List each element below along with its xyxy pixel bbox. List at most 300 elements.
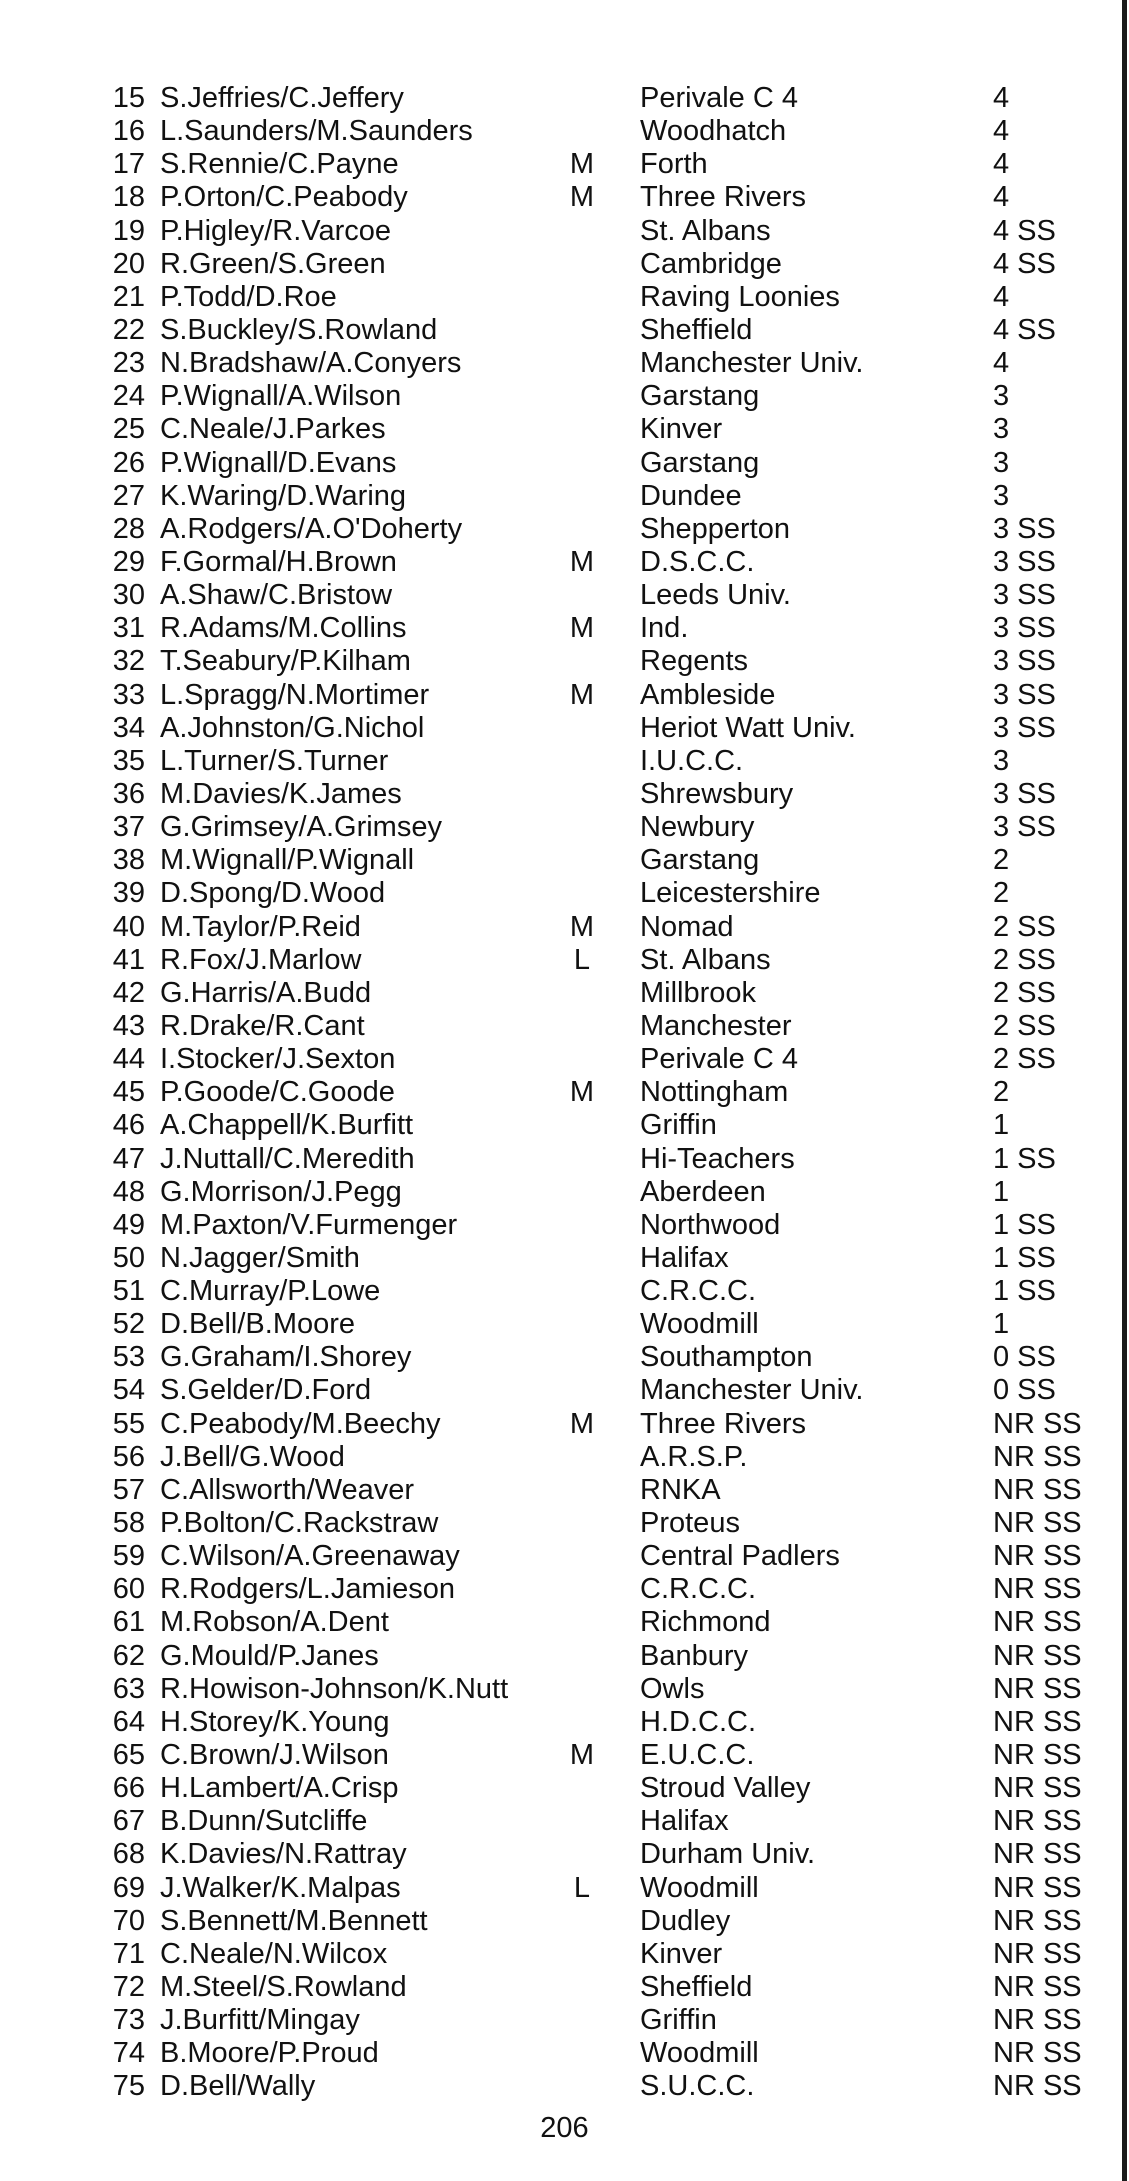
- position-number: 73: [112, 2004, 145, 2037]
- crew-names: N.Jagger/Smith: [160, 1241, 360, 1274]
- result-row: [0, 712, 1110, 745]
- position-number: 47: [112, 1142, 145, 1175]
- score: 2 SS: [993, 1009, 1056, 1042]
- club-name: Griffin: [640, 2004, 717, 2037]
- club-name: Manchester Univ.: [640, 1374, 864, 1407]
- position-number: 32: [112, 645, 145, 678]
- club-name: Three Rivers: [640, 181, 806, 214]
- crew-names: P.Goode/C.Goode: [160, 1076, 395, 1109]
- score: NR SS: [993, 1540, 1082, 1573]
- result-row: [0, 579, 1110, 612]
- club-name: Woodmill: [640, 1871, 759, 1904]
- position-number: 23: [112, 347, 145, 380]
- crew-names: M.Davies/K.James: [160, 777, 402, 810]
- crew-names: D.Bell/B.Moore: [160, 1308, 356, 1341]
- position-number: 27: [112, 479, 145, 512]
- score: 4: [993, 181, 1010, 214]
- crew-names: A.Johnston/G.Nichol: [160, 711, 425, 744]
- crew-names: G.Grimsey/A.Grimsey: [160, 811, 442, 844]
- crew-names: C.Neale/N.Wilcox: [160, 1937, 388, 1970]
- crew-names: R.Fox/J.Marlow: [160, 943, 362, 976]
- result-row: [0, 148, 1110, 181]
- club-name: Manchester: [640, 1009, 792, 1042]
- position-number: 37: [112, 811, 145, 844]
- club-name: Perivale C 4: [640, 82, 798, 114]
- crew-names: J.Bell/G.Wood: [160, 1440, 345, 1473]
- score: 4: [993, 115, 1010, 148]
- club-name: D.S.C.C.: [640, 545, 755, 578]
- score: NR SS: [993, 1705, 1082, 1738]
- club-name: C.R.C.C.: [640, 1275, 756, 1308]
- position-number: 43: [112, 1009, 145, 1042]
- club-name: Dudley: [640, 1904, 731, 1937]
- crew-names: C.Allsworth/Weaver: [160, 1473, 415, 1506]
- club-name: Kinver: [640, 413, 723, 446]
- page-edge-rule: [1122, 0, 1127, 2181]
- club-name: Cambridge: [640, 247, 782, 280]
- score: NR SS: [993, 1573, 1082, 1606]
- position-number: 65: [112, 1739, 145, 1772]
- crew-names: I.Stocker/J.Sexton: [160, 1043, 396, 1076]
- score: 4 SS: [993, 313, 1056, 346]
- position-number: 52: [112, 1308, 145, 1341]
- position-number: 16: [112, 115, 145, 148]
- score: 4 SS: [993, 214, 1056, 247]
- result-row: [0, 1043, 1110, 1076]
- score: NR SS: [993, 1507, 1082, 1540]
- position-number: 15: [112, 82, 145, 114]
- result-row: [0, 1971, 1110, 2004]
- position-number: 41: [112, 943, 145, 976]
- result-row: [0, 1176, 1110, 1209]
- crew-names: G.Morrison/J.Pegg: [160, 1175, 402, 1208]
- crew-names: M.Paxton/V.Furmenger: [160, 1208, 458, 1241]
- club-name: Nottingham: [640, 1076, 789, 1109]
- position-number: 57: [112, 1473, 145, 1506]
- position-number: 74: [112, 2037, 145, 2070]
- crew-names: G.Harris/A.Budd: [160, 976, 372, 1009]
- position-number: 25: [112, 413, 145, 446]
- position-number: 72: [112, 1971, 145, 2004]
- result-row: [0, 844, 1110, 877]
- result-row: [0, 1474, 1110, 1507]
- class-marker: M: [569, 1739, 595, 1772]
- score: 1 SS: [993, 1275, 1056, 1308]
- position-number: 38: [112, 844, 145, 877]
- result-row: [0, 911, 1110, 944]
- club-name: Garstang: [640, 380, 760, 413]
- position-number: 60: [112, 1573, 145, 1606]
- class-marker: M: [569, 1407, 595, 1440]
- score: NR SS: [993, 1838, 1082, 1871]
- position-number: 17: [112, 148, 145, 181]
- result-row: [0, 1408, 1110, 1441]
- result-row: [0, 1673, 1110, 1706]
- score: 3 SS: [993, 579, 1056, 612]
- score: NR SS: [993, 1772, 1082, 1805]
- club-name: RNKA: [640, 1473, 721, 1506]
- crew-names: M.Taylor/P.Reid: [160, 910, 361, 943]
- score: 3 SS: [993, 711, 1056, 744]
- class-marker: M: [569, 910, 595, 943]
- position-number: 63: [112, 1672, 145, 1705]
- club-name: St. Albans: [640, 943, 771, 976]
- position-number: 26: [112, 446, 145, 479]
- position-number: 51: [112, 1275, 145, 1308]
- crew-names: L.Spragg/N.Mortimer: [160, 678, 430, 711]
- result-row: [0, 447, 1110, 480]
- crew-names: G.Graham/I.Shorey: [160, 1341, 412, 1374]
- result-row: [0, 1706, 1110, 1739]
- score: 4: [993, 148, 1010, 181]
- result-row: [0, 1010, 1110, 1043]
- crew-names: S.Rennie/C.Payne: [160, 148, 399, 181]
- result-row: [0, 2070, 1110, 2103]
- crew-names: A.Rodgers/A.O'Doherty: [160, 512, 463, 545]
- score: 1 SS: [993, 1241, 1056, 1274]
- class-marker: L: [573, 1871, 591, 1904]
- crew-names: D.Bell/Wally: [160, 2070, 316, 2103]
- position-number: 62: [112, 1639, 145, 1672]
- class-marker: M: [569, 612, 595, 645]
- score: 1: [993, 1109, 1010, 1142]
- club-name: Manchester Univ.: [640, 347, 864, 380]
- club-name: Central Padlers: [640, 1540, 840, 1573]
- score: 3: [993, 744, 1010, 777]
- score: 3 SS: [993, 645, 1056, 678]
- result-row: [0, 645, 1110, 678]
- position-number: 35: [112, 744, 145, 777]
- position-number: 56: [112, 1440, 145, 1473]
- crew-names: R.Green/S.Green: [160, 247, 386, 280]
- club-name: Southampton: [640, 1341, 813, 1374]
- crew-names: R.Drake/R.Cant: [160, 1009, 365, 1042]
- club-name: Raving Loonies: [640, 280, 840, 313]
- club-name: Regents: [640, 645, 749, 678]
- club-name: Proteus: [640, 1507, 740, 1540]
- result-row: [0, 314, 1110, 347]
- score: 2: [993, 844, 1010, 877]
- club-name: Newbury: [640, 811, 755, 844]
- club-name: Durham Univ.: [640, 1838, 816, 1871]
- result-row: [0, 944, 1110, 977]
- result-row: [0, 679, 1110, 712]
- score: NR SS: [993, 1937, 1082, 1970]
- club-name: Perivale C 4: [640, 1043, 798, 1076]
- club-name: Northwood: [640, 1208, 781, 1241]
- club-name: E.U.C.C.: [640, 1739, 755, 1772]
- result-row: [0, 1143, 1110, 1176]
- club-name: S.U.C.C.: [640, 2070, 755, 2103]
- crew-names: H.Lambert/A.Crisp: [160, 1772, 399, 1805]
- result-row: [0, 380, 1110, 413]
- club-name: Garstang: [640, 446, 760, 479]
- position-number: 59: [112, 1540, 145, 1573]
- score: NR SS: [993, 2037, 1082, 2070]
- crew-names: A.Shaw/C.Bristow: [160, 579, 393, 612]
- position-number: 21: [112, 280, 145, 313]
- result-row: [0, 1772, 1110, 1805]
- results-list: [0, 82, 1110, 2104]
- score: 1 SS: [993, 1142, 1056, 1175]
- position-number: 19: [112, 214, 145, 247]
- result-row: [0, 513, 1110, 546]
- crew-names: K.Waring/D.Waring: [160, 479, 407, 512]
- crew-names: P.Wignall/D.Evans: [160, 446, 397, 479]
- position-number: 64: [112, 1705, 145, 1738]
- result-row: [0, 1838, 1110, 1871]
- position-number: 49: [112, 1208, 145, 1241]
- result-row: [0, 1076, 1110, 1109]
- result-row: [0, 778, 1110, 811]
- score: NR SS: [993, 1606, 1082, 1639]
- score: NR SS: [993, 1672, 1082, 1705]
- result-row: [0, 248, 1110, 281]
- crew-names: P.Wignall/A.Wilson: [160, 380, 402, 413]
- position-number: 31: [112, 612, 145, 645]
- crew-names: K.Davies/N.Rattray: [160, 1838, 407, 1871]
- result-row: [0, 1374, 1110, 1407]
- crew-names: C.Murray/P.Lowe: [160, 1275, 381, 1308]
- club-name: Stroud Valley: [640, 1772, 811, 1805]
- club-name: Sheffield: [640, 1971, 753, 2004]
- position-number: 18: [112, 181, 145, 214]
- position-number: 39: [112, 877, 145, 910]
- score: 3: [993, 479, 1010, 512]
- score: 0 SS: [993, 1374, 1056, 1407]
- position-number: 20: [112, 247, 145, 280]
- club-name: Aberdeen: [640, 1175, 766, 1208]
- page-number: 206: [540, 2112, 589, 2144]
- crew-names: R.Rodgers/L.Jamieson: [160, 1573, 455, 1606]
- crew-names: G.Mould/P.Janes: [160, 1639, 379, 1672]
- result-row: [0, 1441, 1110, 1474]
- crew-names: L.Saunders/M.Saunders: [160, 115, 473, 148]
- score: 2: [993, 1076, 1010, 1109]
- crew-names: S.Jeffries/C.Jeffery: [160, 82, 404, 114]
- crew-names: N.Bradshaw/A.Conyers: [160, 347, 462, 380]
- crew-names: M.Wignall/P.Wignall: [160, 844, 415, 877]
- result-row: [0, 1341, 1110, 1374]
- crew-names: P.Bolton/C.Rackstraw: [160, 1507, 439, 1540]
- position-number: 42: [112, 976, 145, 1009]
- club-name: Shepperton: [640, 512, 790, 545]
- crew-names: C.Brown/J.Wilson: [160, 1739, 389, 1772]
- score: NR SS: [993, 1440, 1082, 1473]
- score: NR SS: [993, 1407, 1082, 1440]
- position-number: 53: [112, 1341, 145, 1374]
- crew-names: S.Gelder/D.Ford: [160, 1374, 372, 1407]
- score: NR SS: [993, 1805, 1082, 1838]
- result-row: [0, 480, 1110, 513]
- crew-names: R.Howison-Johnson/K.Nutt: [160, 1672, 509, 1705]
- crew-names: P.Orton/C.Peabody: [160, 181, 408, 214]
- score: NR SS: [993, 1971, 1082, 2004]
- score: 3 SS: [993, 512, 1056, 545]
- score: 3 SS: [993, 811, 1056, 844]
- crew-names: C.Wilson/A.Greenaway: [160, 1540, 460, 1573]
- result-row: [0, 811, 1110, 844]
- position-number: 36: [112, 777, 145, 810]
- position-number: 55: [112, 1407, 145, 1440]
- result-row: [0, 745, 1110, 778]
- position-number: 34: [112, 711, 145, 744]
- club-name: C.R.C.C.: [640, 1573, 756, 1606]
- club-name: Heriot Watt Univ.: [640, 711, 856, 744]
- position-number: 71: [112, 1937, 145, 1970]
- result-row: [0, 1573, 1110, 1606]
- club-name: Three Rivers: [640, 1407, 806, 1440]
- score: 3 SS: [993, 777, 1056, 810]
- crew-names: R.Adams/M.Collins: [160, 612, 407, 645]
- position-number: 69: [112, 1871, 145, 1904]
- position-number: 68: [112, 1838, 145, 1871]
- club-name: Hi-Teachers: [640, 1142, 795, 1175]
- result-row: [0, 1938, 1110, 1971]
- score: 2 SS: [993, 976, 1056, 1009]
- position-number: 46: [112, 1109, 145, 1142]
- result-row: [0, 612, 1110, 645]
- result-row: [0, 215, 1110, 248]
- position-number: 48: [112, 1175, 145, 1208]
- crew-names: F.Gormal/H.Brown: [160, 545, 397, 578]
- crew-names: S.Bennett/M.Bennett: [160, 1904, 428, 1937]
- score: 4: [993, 82, 1010, 114]
- crew-names: P.Higley/R.Varcoe: [160, 214, 392, 247]
- class-marker: M: [569, 148, 595, 181]
- club-name: Leicestershire: [640, 877, 821, 910]
- club-name: Garstang: [640, 844, 760, 877]
- score: 3: [993, 380, 1010, 413]
- position-number: 54: [112, 1374, 145, 1407]
- result-row: [0, 1905, 1110, 1938]
- result-row: [0, 1606, 1110, 1639]
- result-row: [0, 1640, 1110, 1673]
- club-name: Kinver: [640, 1937, 723, 1970]
- class-marker: M: [569, 1076, 595, 1109]
- club-name: Woodmill: [640, 1308, 759, 1341]
- result-row: [0, 347, 1110, 380]
- club-name: Sheffield: [640, 313, 753, 346]
- crew-names: C.Peabody/M.Beechy: [160, 1407, 441, 1440]
- position-number: 24: [112, 380, 145, 413]
- score: 3 SS: [993, 678, 1056, 711]
- position-number: 70: [112, 1904, 145, 1937]
- result-row: [0, 1739, 1110, 1772]
- score: 3 SS: [993, 545, 1056, 578]
- position-number: 30: [112, 579, 145, 612]
- position-number: 66: [112, 1772, 145, 1805]
- crew-names: B.Moore/P.Proud: [160, 2037, 379, 2070]
- crew-names: M.Steel/S.Rowland: [160, 1971, 407, 2004]
- score: NR SS: [993, 1871, 1082, 1904]
- crew-names: C.Neale/J.Parkes: [160, 413, 386, 446]
- position-number: 29: [112, 545, 145, 578]
- position-number: 44: [112, 1043, 145, 1076]
- score: 1 SS: [993, 1208, 1056, 1241]
- crew-names: J.Burfitt/Mingay: [160, 2004, 360, 2037]
- class-marker: L: [573, 943, 591, 976]
- club-name: Griffin: [640, 1109, 717, 1142]
- position-number: 40: [112, 910, 145, 943]
- result-row: [0, 413, 1110, 446]
- result-row: [0, 1872, 1110, 1905]
- club-name: Dundee: [640, 479, 742, 512]
- score: NR SS: [993, 1904, 1082, 1937]
- position-number: 33: [112, 678, 145, 711]
- club-name: Ind.: [640, 612, 689, 645]
- club-name: Owls: [640, 1672, 705, 1705]
- position-number: 75: [112, 2070, 145, 2103]
- result-row: [0, 1507, 1110, 1540]
- result-row: [0, 281, 1110, 314]
- club-name: Shrewsbury: [640, 777, 794, 810]
- result-row: [0, 1275, 1110, 1308]
- club-name: Woodhatch: [640, 115, 787, 148]
- score: 1: [993, 1175, 1010, 1208]
- position-number: 45: [112, 1076, 145, 1109]
- position-number: 67: [112, 1805, 145, 1838]
- position-number: 61: [112, 1606, 145, 1639]
- score: 1: [993, 1308, 1010, 1341]
- score: NR SS: [993, 1639, 1082, 1672]
- crew-names: H.Storey/K.Young: [160, 1705, 390, 1738]
- crew-names: T.Seabury/P.Kilham: [160, 645, 411, 678]
- crew-names: L.Turner/S.Turner: [160, 744, 389, 777]
- result-row: [0, 1242, 1110, 1275]
- result-row: [0, 877, 1110, 910]
- position-number: 22: [112, 313, 145, 346]
- club-name: Halifax: [640, 1805, 729, 1838]
- class-marker: M: [569, 545, 595, 578]
- club-name: Millbrook: [640, 976, 757, 1009]
- score: 0 SS: [993, 1341, 1056, 1374]
- club-name: Richmond: [640, 1606, 771, 1639]
- club-name: St. Albans: [640, 214, 771, 247]
- result-row: [0, 2004, 1110, 2037]
- club-name: I.U.C.C.: [640, 744, 744, 777]
- club-name: Forth: [640, 148, 708, 181]
- result-row: [0, 82, 1110, 115]
- crew-names: P.Todd/D.Roe: [160, 280, 337, 313]
- club-name: Banbury: [640, 1639, 749, 1672]
- score: NR SS: [993, 2070, 1082, 2103]
- result-row: [0, 1109, 1110, 1142]
- score: 2 SS: [993, 943, 1056, 976]
- result-row: [0, 181, 1110, 214]
- score: 4 SS: [993, 247, 1056, 280]
- club-name: Halifax: [640, 1241, 729, 1274]
- result-row: [0, 1540, 1110, 1573]
- crew-names: J.Nuttall/C.Meredith: [160, 1142, 415, 1175]
- score: 2 SS: [993, 1043, 1056, 1076]
- score: 2 SS: [993, 910, 1056, 943]
- score: 4: [993, 280, 1010, 313]
- crew-names: J.Walker/K.Malpas: [160, 1871, 401, 1904]
- class-marker: M: [569, 678, 595, 711]
- position-number: 58: [112, 1507, 145, 1540]
- score: NR SS: [993, 1473, 1082, 1506]
- result-row: [0, 2037, 1110, 2070]
- result-row: [0, 1805, 1110, 1838]
- crew-names: A.Chappell/K.Burfitt: [160, 1109, 414, 1142]
- crew-names: M.Robson/A.Dent: [160, 1606, 389, 1639]
- crew-names: B.Dunn/Sutcliffe: [160, 1805, 368, 1838]
- result-row: [0, 115, 1110, 148]
- club-name: Nomad: [640, 910, 734, 943]
- crew-names: D.Spong/D.Wood: [160, 877, 386, 910]
- score: 3 SS: [993, 612, 1056, 645]
